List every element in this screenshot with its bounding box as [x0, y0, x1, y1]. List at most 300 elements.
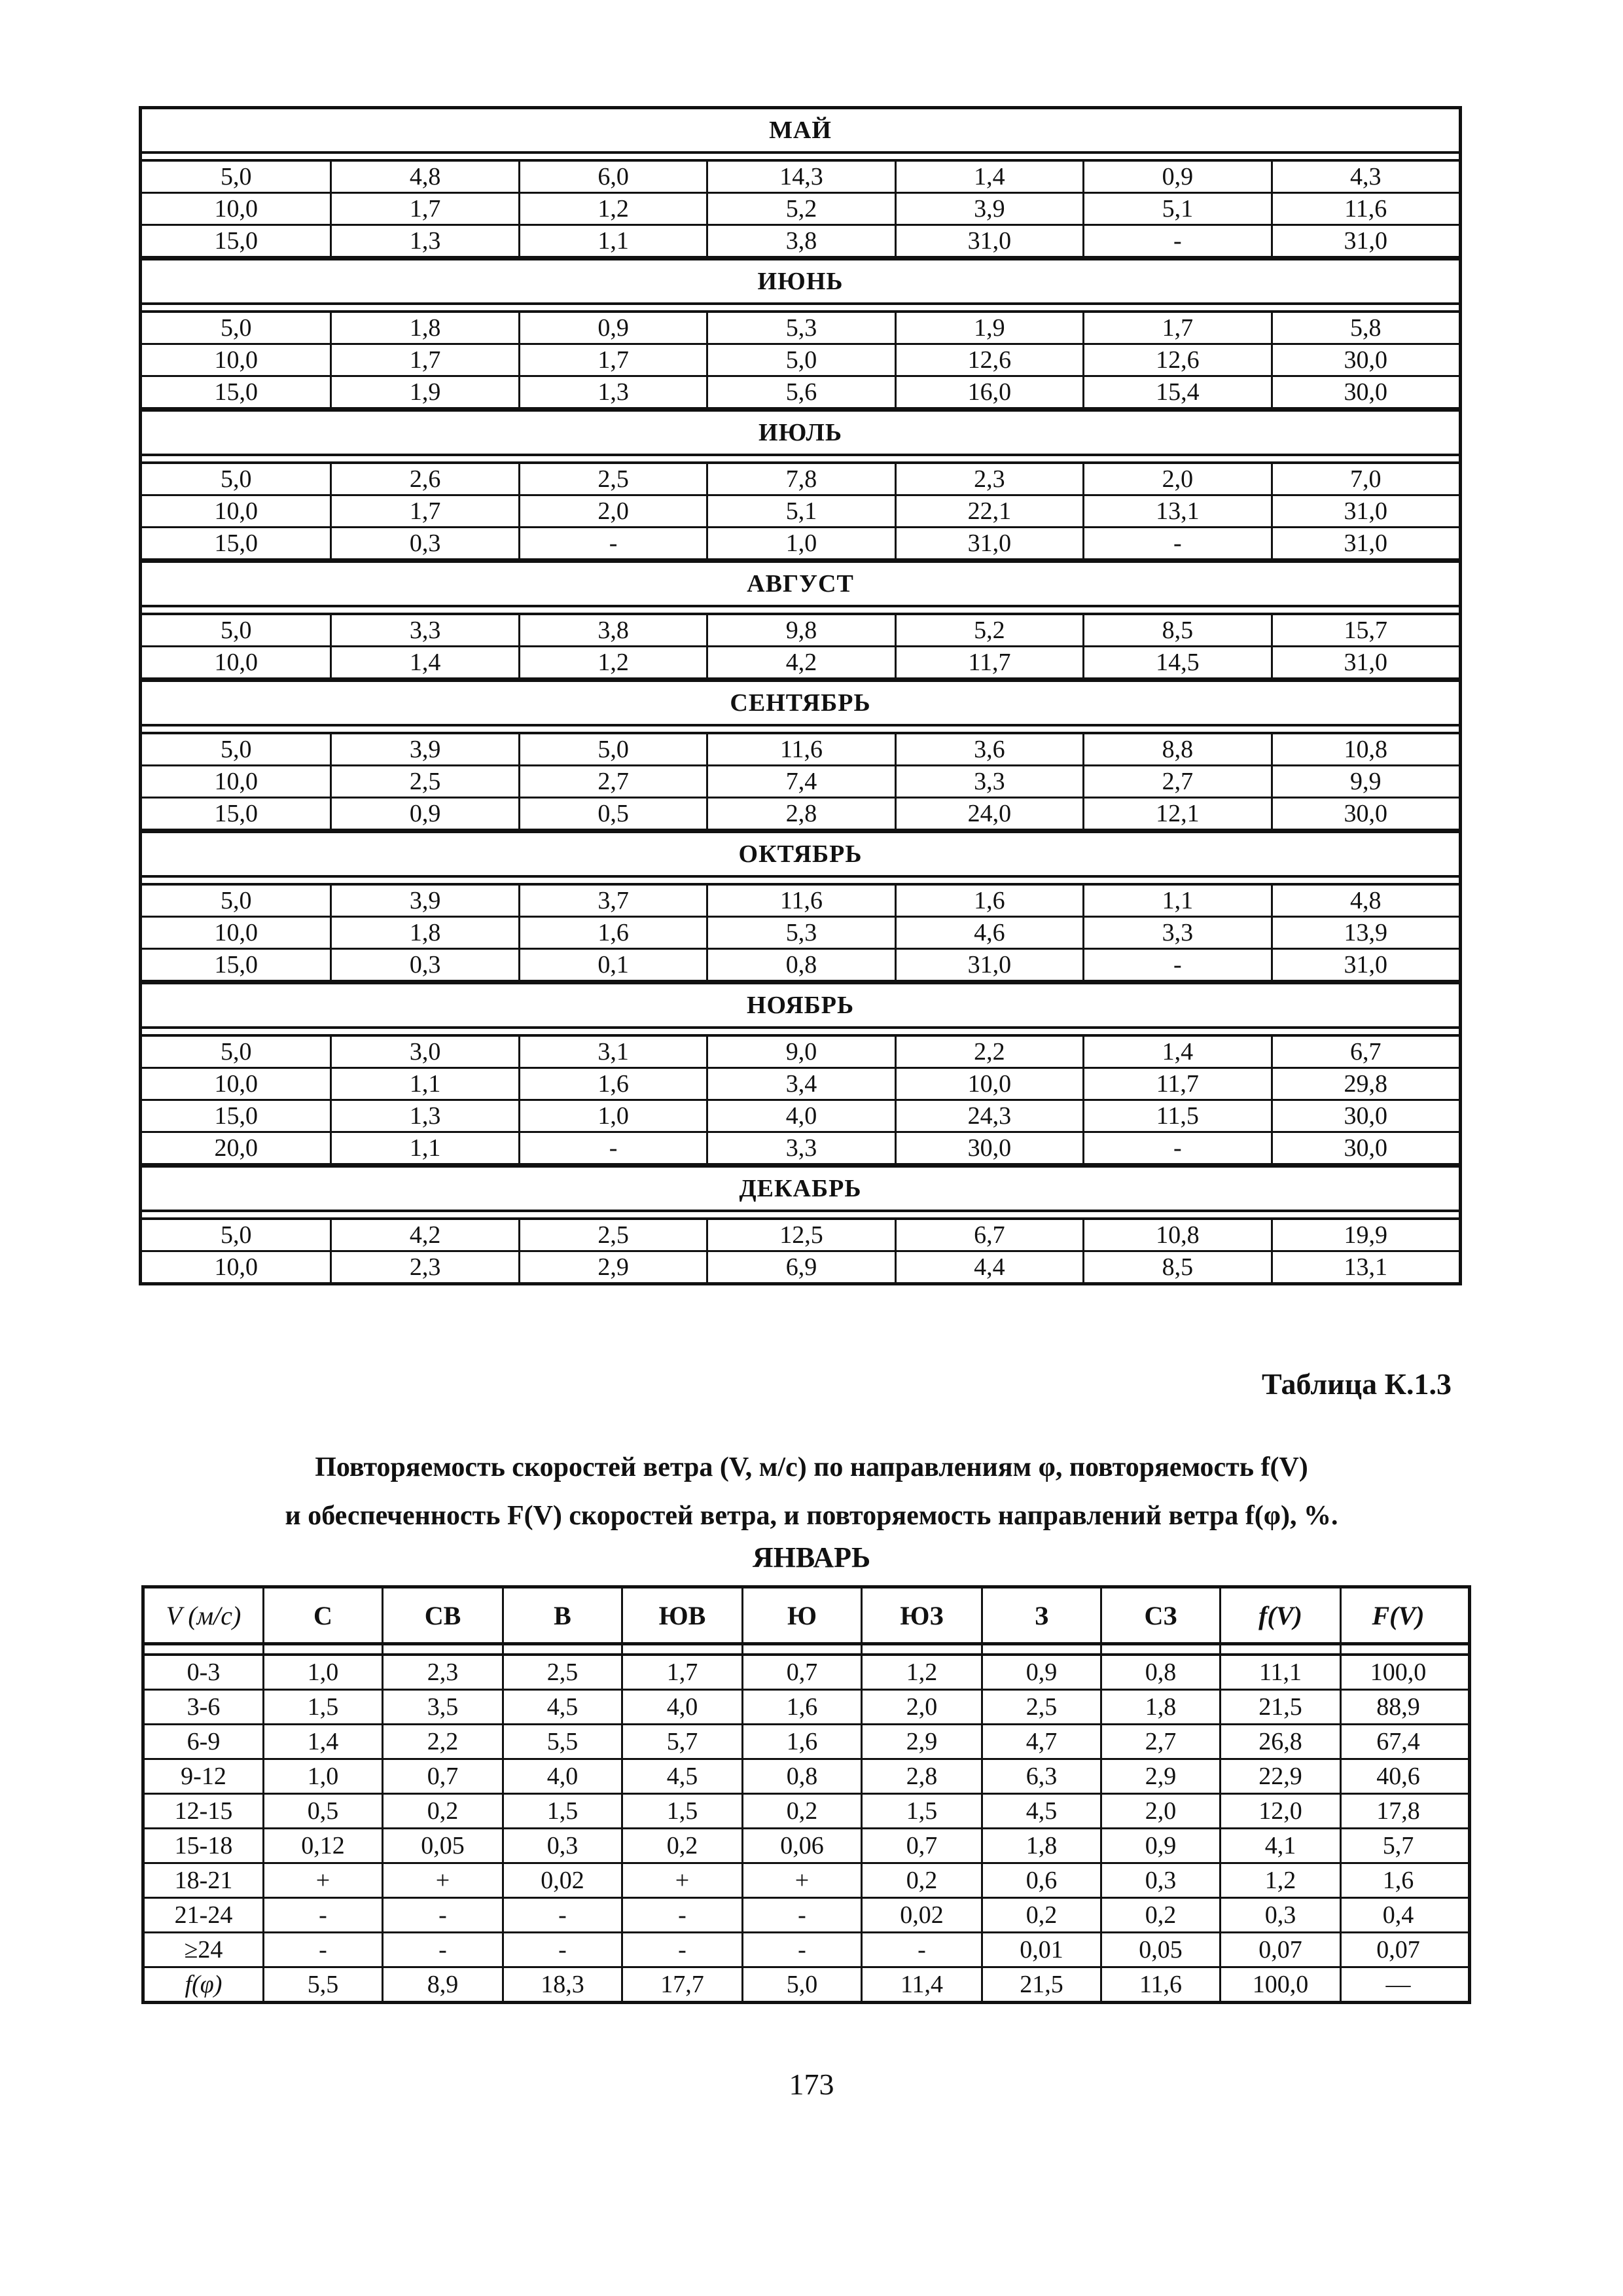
month-block	[142, 982, 1459, 1165]
table-cell: 0,02	[502, 1864, 621, 1897]
table-cell: 6,7	[1271, 1037, 1459, 1067]
table-cell: 11,7	[1082, 1069, 1270, 1099]
table-cell: 5,8	[1271, 313, 1459, 343]
table-cell: 2,0	[518, 496, 706, 526]
table-cell: -	[861, 1933, 981, 1966]
table-cell: 31,0	[895, 950, 1082, 980]
table-cell: 10,0	[214, 346, 258, 374]
table-cell: 10,0	[214, 919, 258, 946]
table-cell: 3,8	[518, 615, 706, 645]
table-cell: 6,9	[706, 1252, 894, 1282]
table-row	[142, 1133, 1459, 1165]
month-block	[142, 258, 1459, 409]
table-cell: 5,0	[518, 734, 706, 764]
table-cell: 0,3	[1100, 1864, 1219, 1897]
table-cell: 18,3	[502, 1968, 621, 2001]
table-row	[145, 1725, 1468, 1760]
table-cell: 2,7	[1100, 1725, 1219, 1758]
table-cell: -	[1082, 1133, 1270, 1163]
table-cell: 2,0	[1100, 1795, 1219, 1827]
table-cell: 4,0	[621, 1691, 741, 1723]
month-header: МАЙ	[142, 109, 1459, 154]
table-cell: 15,0	[214, 800, 258, 827]
table-cell: 21-24	[174, 1901, 233, 1929]
table-cell: 29,8	[1271, 1069, 1459, 1099]
table-cell: 12,1	[1082, 798, 1270, 829]
table-cell: 0,4	[1340, 1899, 1455, 1931]
table-cell: 3,4	[706, 1069, 894, 1099]
table-row	[145, 1933, 1468, 1968]
column-header: ЮВ	[621, 1588, 741, 1642]
table-cell: 31,0	[1271, 950, 1459, 980]
table-cell: 5,1	[706, 496, 894, 526]
table-cell: —	[1340, 1968, 1455, 2001]
table-cell: 9,0	[706, 1037, 894, 1067]
table-cell: 6,7	[895, 1220, 1082, 1250]
table-row	[142, 345, 1459, 377]
table-cell: 4,6	[895, 918, 1082, 948]
table-cell: 4,1	[1219, 1829, 1340, 1862]
table-cell: 88,9	[1340, 1691, 1455, 1723]
table-cell: 1,3	[330, 1101, 518, 1131]
table-cell: 12,5	[706, 1220, 894, 1250]
table-cell: 5,0	[220, 163, 252, 190]
table-cell: +	[262, 1864, 382, 1897]
table-cell: 0,8	[706, 950, 894, 980]
table-cell: 19,9	[1271, 1220, 1459, 1250]
table-cell: 3,0	[330, 1037, 518, 1067]
table-cell: 5,2	[895, 615, 1082, 645]
table-cell: 2,5	[330, 766, 518, 797]
table-row	[142, 1101, 1459, 1133]
table-row	[142, 918, 1459, 950]
table-cell: 31,0	[1271, 528, 1459, 558]
page-number: 173	[789, 2068, 834, 2101]
table-row	[145, 1829, 1468, 1864]
table-cell: -	[518, 528, 706, 558]
table-cell: 2,3	[382, 1656, 502, 1689]
table-cell: 0,2	[621, 1829, 741, 1862]
month-block	[142, 679, 1459, 831]
table-cell: 1,8	[981, 1829, 1100, 1862]
month-block	[142, 409, 1459, 560]
table-cell: 0,01	[981, 1933, 1100, 1966]
month-header: ДЕКАБРЬ	[142, 1165, 1459, 1212]
table-cell: 10,0	[214, 768, 258, 795]
table-cell: 5,1	[1082, 194, 1270, 224]
table-cell: 5,0	[220, 465, 252, 493]
table-cell: 1,0	[518, 1101, 706, 1131]
table-cell: 9,9	[1271, 766, 1459, 797]
table-cell: 0,2	[1100, 1899, 1219, 1931]
table-cell: 1,2	[518, 647, 706, 677]
table-cell: 5,5	[502, 1725, 621, 1758]
table-cell: 3,1	[518, 1037, 706, 1067]
table-cell: 4,0	[502, 1760, 621, 1793]
table-cell: 31,0	[1271, 496, 1459, 526]
table-cell: 3,9	[330, 734, 518, 764]
table-row	[142, 313, 1459, 345]
table-row	[145, 1864, 1468, 1899]
table-cell: 24,3	[895, 1101, 1082, 1131]
table-cell: 20,0	[214, 1134, 258, 1162]
month-header: ОКТЯБРЬ	[142, 831, 1459, 878]
table-cell: 10,8	[1271, 734, 1459, 764]
table-cell: 4,8	[330, 162, 518, 192]
month-header: СЕНТЯБРЬ	[142, 679, 1459, 726]
table-row	[145, 1760, 1468, 1795]
table-cell: 1,5	[262, 1691, 382, 1723]
january-label: ЯНВАРЬ	[752, 1541, 871, 1573]
table-cell: 67,4	[1340, 1725, 1455, 1758]
table-cell: 2,3	[330, 1252, 518, 1282]
table-cell: 3,5	[382, 1691, 502, 1723]
table-cell: 5,0	[220, 736, 252, 763]
table-cell: 10,0	[214, 1253, 258, 1281]
table-cell: 1,6	[1340, 1864, 1455, 1897]
table-cell: 22,9	[1219, 1760, 1340, 1793]
table-cell: 2,5	[518, 464, 706, 494]
table-cell: 40,6	[1340, 1760, 1455, 1793]
table-id: Таблица К.1.3	[1261, 1367, 1452, 1401]
table-cell: 0,7	[861, 1829, 981, 1862]
column-header: F(V)	[1340, 1588, 1455, 1642]
table-cell: 26,8	[1219, 1725, 1340, 1758]
table-cell: 11,6	[706, 886, 894, 916]
table-cell: 12-15	[174, 1797, 233, 1825]
table-cell: 4,7	[981, 1725, 1100, 1758]
month-header: ИЮЛЬ	[142, 409, 1459, 456]
table-cell: 5,3	[706, 918, 894, 948]
table-cell: 0,3	[330, 528, 518, 558]
table-cell: 1,5	[621, 1795, 741, 1827]
table-title-line-1: Повторяемость скоростей ветра (V, м/с) по направлениям φ, повторяемость f(V)	[315, 1452, 1308, 1482]
table-cell: 5,0	[220, 1221, 252, 1249]
table-row	[142, 496, 1459, 528]
table-cell: 5,7	[1340, 1829, 1455, 1862]
table-cell: 21,5	[981, 1968, 1100, 2001]
table-cell: 30,0	[895, 1133, 1082, 1163]
table-cell: 15,7	[1271, 615, 1459, 645]
month-header: НОЯБРЬ	[142, 982, 1459, 1029]
table-cell: 11,6	[1100, 1968, 1219, 2001]
table-row	[142, 1037, 1459, 1069]
table-cell: 0,12	[262, 1829, 382, 1862]
table-cell: 3,7	[518, 886, 706, 916]
table-cell: 18-21	[174, 1867, 233, 1894]
table-cell: 2,7	[1082, 766, 1270, 797]
column-header: В	[502, 1588, 621, 1642]
table-cell: 24,0	[895, 798, 1082, 829]
table-cell: 1,8	[1100, 1691, 1219, 1723]
table-cell: 30,0	[1271, 1101, 1459, 1131]
table-cell: 10,0	[895, 1069, 1082, 1099]
table-cell: 0,02	[861, 1899, 981, 1931]
table-cell: 0,07	[1340, 1933, 1455, 1966]
table-cell: 2,5	[981, 1691, 1100, 1723]
table-cell: 15,0	[214, 529, 258, 557]
table-cell: 0,9	[330, 798, 518, 829]
table-cell: 2,6	[330, 464, 518, 494]
table-cell: 5,5	[262, 1968, 382, 2001]
table-cell: 7,0	[1271, 464, 1459, 494]
table-cell: 1,6	[518, 1069, 706, 1099]
table-cell: +	[621, 1864, 741, 1897]
table-cell: 1,8	[330, 313, 518, 343]
table-cell: 4,5	[502, 1691, 621, 1723]
table-cell: 5,0	[741, 1968, 861, 2001]
table-cell: 8,5	[1082, 1252, 1270, 1282]
table-cell: 3,3	[895, 766, 1082, 797]
table-cell: -	[502, 1899, 621, 1931]
table-cell: 1,7	[330, 194, 518, 224]
table-cell: 8,9	[382, 1968, 502, 2001]
table-cell: 1,3	[518, 377, 706, 407]
table-cell: 4,8	[1271, 886, 1459, 916]
table-cell: 100,0	[1340, 1656, 1455, 1689]
table-row	[142, 1220, 1459, 1252]
table-cell: 3,8	[706, 226, 894, 256]
table-cell: 15,0	[214, 1102, 258, 1130]
table-cell: 13,1	[1271, 1252, 1459, 1282]
table-cell: 10,8	[1082, 1220, 1270, 1250]
table-cell: 5,2	[706, 194, 894, 224]
table-row	[142, 1069, 1459, 1101]
table-row	[145, 1656, 1468, 1691]
table-cell: 1,2	[861, 1656, 981, 1689]
table-cell: 0,05	[382, 1829, 502, 1862]
table-cell: 10,0	[214, 649, 258, 676]
table-cell: 10,0	[214, 497, 258, 525]
table-cell: 4,2	[706, 647, 894, 677]
table-cell: 5,0	[220, 314, 252, 342]
column-header: СЗ	[1100, 1588, 1219, 1642]
table-cell: 3,3	[1082, 918, 1270, 948]
table-cell: 1,0	[262, 1760, 382, 1793]
table-cell: 15,0	[214, 951, 258, 978]
table-cell: 11,4	[861, 1968, 981, 2001]
table-cell: 10,0	[214, 1070, 258, 1098]
table-cell: 2,9	[861, 1725, 981, 1758]
table-cell: 30,0	[1271, 345, 1459, 375]
table-row	[142, 615, 1459, 647]
table-title-line-2: и обеспеченность F(V) скоростей ветра, и повторяемость направлений ветра f(φ), %.	[285, 1501, 1338, 1531]
table-cell: ≥24	[184, 1936, 223, 1964]
column-header: ЮЗ	[861, 1588, 981, 1642]
table-cell: 13,1	[1082, 496, 1270, 526]
table-cell: 0,9	[1082, 162, 1270, 192]
table-cell: 3,6	[895, 734, 1082, 764]
table-cell: 16,0	[895, 377, 1082, 407]
table-row	[142, 798, 1459, 831]
table-cell: 1,4	[262, 1725, 382, 1758]
table-cell: 5,6	[706, 377, 894, 407]
table-cell: 4,5	[621, 1760, 741, 1793]
table-cell: 17,7	[621, 1968, 741, 2001]
table-cell: 9-12	[181, 1763, 226, 1790]
table-cell: -	[741, 1933, 861, 1966]
table-cell: 1,4	[895, 162, 1082, 192]
table-cell: 10,0	[214, 195, 258, 223]
table-cell: 1,1	[330, 1069, 518, 1099]
table-cell: -	[382, 1933, 502, 1966]
table-cell: f(φ)	[185, 1971, 223, 1998]
table-cell: 22,1	[895, 496, 1082, 526]
table-cell: 0,7	[741, 1656, 861, 1689]
table-cell: 11,6	[1271, 194, 1459, 224]
table-cell: 0,7	[382, 1760, 502, 1793]
table-cell: 4,4	[895, 1252, 1082, 1282]
month-block	[142, 831, 1459, 982]
table-cell: 31,0	[1271, 226, 1459, 256]
table-cell: 8,5	[1082, 615, 1270, 645]
table-cell: 17,8	[1340, 1795, 1455, 1827]
table-cell: 5,7	[621, 1725, 741, 1758]
table-cell: 1,3	[330, 226, 518, 256]
table-cell: 1,2	[1219, 1864, 1340, 1897]
table-cell: -	[741, 1899, 861, 1931]
table-cell: -	[262, 1933, 382, 1966]
table-cell: 12,0	[1219, 1795, 1340, 1827]
table-cell: -	[262, 1899, 382, 1931]
table-row	[145, 1795, 1468, 1829]
table-cell: 1,4	[1082, 1037, 1270, 1067]
column-header: СВ	[382, 1588, 502, 1642]
table-cell: 13,9	[1271, 918, 1459, 948]
table-cell: 2,8	[861, 1760, 981, 1793]
table-row	[142, 377, 1459, 409]
table-cell: 12,6	[1082, 345, 1270, 375]
table-row	[142, 647, 1459, 679]
table-cell: 30,0	[1271, 1133, 1459, 1163]
table-cell: 15,0	[214, 227, 258, 255]
table-cell: +	[741, 1864, 861, 1897]
table-cell: 3,9	[895, 194, 1082, 224]
table-row	[145, 1691, 1468, 1725]
table-cell: 1,0	[262, 1656, 382, 1689]
table-cell: 7,8	[706, 464, 894, 494]
table-cell: 1,7	[621, 1656, 741, 1689]
table-cell: 0,2	[861, 1864, 981, 1897]
table-cell: 1,1	[330, 1133, 518, 1163]
table-cell: 5,0	[220, 1038, 252, 1066]
table-cell: -	[621, 1933, 741, 1966]
table-cell: 1,9	[895, 313, 1082, 343]
table-cell: 0,2	[981, 1899, 1100, 1931]
table-header-row	[145, 1588, 1468, 1645]
table-cell: 15,4	[1082, 377, 1270, 407]
table-cell: 0,06	[741, 1829, 861, 1862]
table-cell: 0,6	[981, 1864, 1100, 1897]
table-row	[145, 1968, 1468, 2001]
table-cell: 1,7	[330, 345, 518, 375]
table-cell: 3,3	[706, 1133, 894, 1163]
table-cell: -	[518, 1133, 706, 1163]
table-cell: 0,8	[1100, 1656, 1219, 1689]
column-header: Ю	[741, 1588, 861, 1642]
table-cell: 11,6	[706, 734, 894, 764]
table-row	[142, 766, 1459, 798]
month-header: ИЮНЬ	[142, 258, 1459, 305]
table-cell: 1,7	[330, 496, 518, 526]
table-cell: 0,9	[518, 313, 706, 343]
table-cell: 100,0	[1219, 1968, 1340, 2001]
table-cell: 0,5	[518, 798, 706, 829]
table-cell: 4,3	[1271, 162, 1459, 192]
table-cell: 1,2	[518, 194, 706, 224]
table-cell: 11,7	[895, 647, 1082, 677]
table-cell: 0,5	[262, 1795, 382, 1827]
table-cell: 8,8	[1082, 734, 1270, 764]
table-cell: 5,0	[706, 345, 894, 375]
table-cell: 2,8	[706, 798, 894, 829]
january-wind-table	[141, 1585, 1471, 2004]
table-cell: -	[502, 1933, 621, 1966]
table-cell: 1,8	[330, 918, 518, 948]
table-cell: 1,1	[1082, 886, 1270, 916]
table-cell: 2,5	[518, 1220, 706, 1250]
table-cell: 0,2	[741, 1795, 861, 1827]
table-row	[142, 950, 1459, 982]
table-cell: 21,5	[1219, 1691, 1340, 1723]
table-row	[142, 194, 1459, 226]
table-cell: 5,3	[706, 313, 894, 343]
table-cell: 2,7	[518, 766, 706, 797]
table-cell: 3,3	[330, 615, 518, 645]
table-row	[142, 886, 1459, 918]
table-cell: 0,8	[741, 1760, 861, 1793]
table-cell: 12,6	[895, 345, 1082, 375]
table-cell: 2,3	[895, 464, 1082, 494]
table-cell: 2,9	[518, 1252, 706, 1282]
table-cell: 1,5	[861, 1795, 981, 1827]
table-cell: 1,5	[502, 1795, 621, 1827]
table-cell: 0,3	[1219, 1899, 1340, 1931]
table-cell: 1,9	[330, 377, 518, 407]
table-cell: 4,2	[330, 1220, 518, 1250]
table-cell: 1,7	[1082, 313, 1270, 343]
table-cell: -	[1082, 226, 1270, 256]
table-cell: -	[1082, 528, 1270, 558]
table-cell: 2,0	[1082, 464, 1270, 494]
table-cell: 2,5	[502, 1656, 621, 1689]
table-cell: 3,9	[330, 886, 518, 916]
table-cell: 1,7	[518, 345, 706, 375]
table-cell: 1,6	[518, 918, 706, 948]
table-cell: 11,5	[1082, 1101, 1270, 1131]
table-cell: 0-3	[187, 1659, 221, 1686]
column-header: З	[981, 1588, 1100, 1642]
column-header: V (м/с)	[166, 1600, 241, 1630]
table-row	[145, 1899, 1468, 1933]
column-header: С	[262, 1588, 382, 1642]
table-cell: 1,4	[330, 647, 518, 677]
table-cell: 0,2	[382, 1795, 502, 1827]
table-cell: 7,4	[706, 766, 894, 797]
month-header: АВГУСТ	[142, 560, 1459, 607]
table-cell: 31,0	[895, 528, 1082, 558]
table-cell: 0,3	[502, 1829, 621, 1862]
table-cell: 0,05	[1100, 1933, 1219, 1966]
table-cell: 9,8	[706, 615, 894, 645]
month-block	[142, 109, 1459, 258]
table-row	[142, 1252, 1459, 1282]
table-cell: 2,9	[1100, 1760, 1219, 1793]
table-cell: 2,0	[861, 1691, 981, 1723]
table-cell: 1,1	[518, 226, 706, 256]
table-cell: 31,0	[895, 226, 1082, 256]
month-block	[142, 560, 1459, 679]
